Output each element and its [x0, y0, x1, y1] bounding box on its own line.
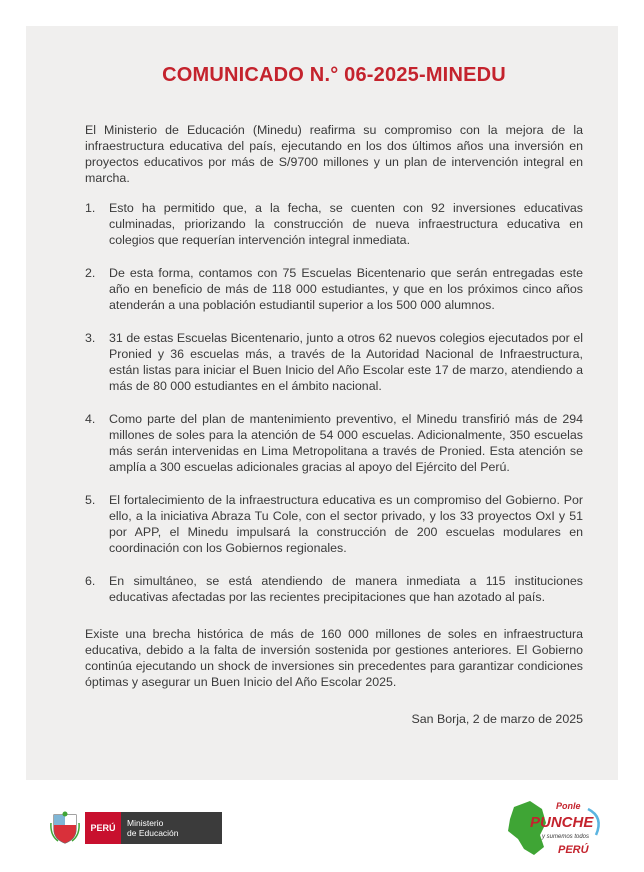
list-item-number: 2.: [85, 266, 96, 280]
date-line: San Borja, 2 de marzo de 2025: [411, 712, 583, 726]
peru-label: PERÚ: [90, 823, 116, 833]
communique-panel: [26, 26, 618, 780]
campaign-line-1: Ponle: [556, 801, 581, 811]
list-item: [85, 411, 583, 475]
campaign-line-2: PUNCHE: [530, 814, 594, 831]
list-item-number: 6.: [85, 574, 96, 588]
document-title: COMUNICADO N.° 06-2025-MINEDU: [162, 64, 506, 86]
list-item-number: 3.: [85, 331, 96, 345]
list-item-text: De esta forma, contamos con 75 Escuelas Bicentenario que serán entregadas este año en beneficio de más de 118 000 estudiantes, y que en los próximos cinco años atenderán a una población estudiantil superior a los 500 000 alumnos.: [109, 266, 583, 312]
intro-paragraph: El Ministerio de Educación (Minedu) reafirma su compromiso con la mejora de la infraestructura educativa del país, ejecutando en los dos últimos años una inversión en proyectos educativos por más de S/9700 millones y un plan de intervención integral en marcha.: [85, 123, 583, 185]
list-item: [85, 265, 583, 313]
closing-paragraph: Existe una brecha histórica de más de 160 000 millones de soles en infraestructura educativa, debido a la falta de inversión sostenida por gestiones anteriores. El Gobierno continúa ejecutando un shock de inversiones sin precedentes para garantizar condiciones óptimas y asegurar un Buen Inicio del Año Escolar 2025.: [85, 627, 583, 689]
list-item: [85, 200, 583, 248]
list-item-text: 31 de estas Escuelas Bicentenario, junto a otros 62 nuevos colegios ejecutados por el Pronied y 36 escuelas más, a través de la Autoridad Nacional de Infraestructura, están listas para iniciar el Buen Inicio del Año Escolar este 17 de marzo, atendiendo a más de 80 000 estudiantes en el ámbito nacional.: [109, 331, 583, 393]
list-item-text: Esto ha permitido que, a la fecha, se cuenten con 92 inversiones educativas culminadas, priorizando la construcción de nueva infraestructura educativa en colegios que requerían intervención integral inmediata.: [109, 201, 583, 247]
list-item-text: El fortalecimiento de la infraestructura educativa es un compromiso del Gobierno. Por ello, a la iniciativa Abraza Tu Cole, con el sector privado, y los 33 proyectos OxI y 51 por APP, el Minedu impulsará la construcción de 200 escuelas modulares en coordinación con los Gobiernos regionales.: [109, 493, 583, 555]
numbered-list: [85, 200, 583, 605]
list-item: [85, 330, 583, 394]
coat-of-arms-icon: [50, 811, 80, 845]
ministry-line-1: Ministerio: [127, 818, 164, 828]
ministry-label-box: [121, 812, 222, 844]
list-item-number: 1.: [85, 201, 96, 215]
list-item-number: 4.: [85, 412, 96, 426]
list-item-text: Como parte del plan de mantenimiento preventivo, el Minedu transfirió más de 294 millones de soles para la atención de 54 000 escuelas. Adicionalmente, 350 escuelas más serán intervenidas en Lima Metropolitana a través de Pronied. Esta atención se amplía a 300 escuelas adicionales gracias al apoyo del Ejército del Perú.: [109, 412, 583, 474]
peru-label-box: [85, 812, 121, 844]
government-logo: [50, 810, 222, 846]
list-item-number: 5.: [85, 493, 96, 507]
campaign-line-4: PERÚ: [558, 844, 589, 856]
ministry-line-2: de Educación: [127, 828, 179, 838]
list-item: [85, 492, 583, 556]
list-item: [85, 573, 583, 605]
campaign-line-3: y sumemos todos: [542, 834, 590, 840]
list-item-text: En simultáneo, se está atendiendo de manera inmediata a 115 instituciones educativas afectadas por las recientes precipitaciones que han azotado al país.: [109, 574, 583, 604]
campaign-logo: [500, 795, 610, 861]
